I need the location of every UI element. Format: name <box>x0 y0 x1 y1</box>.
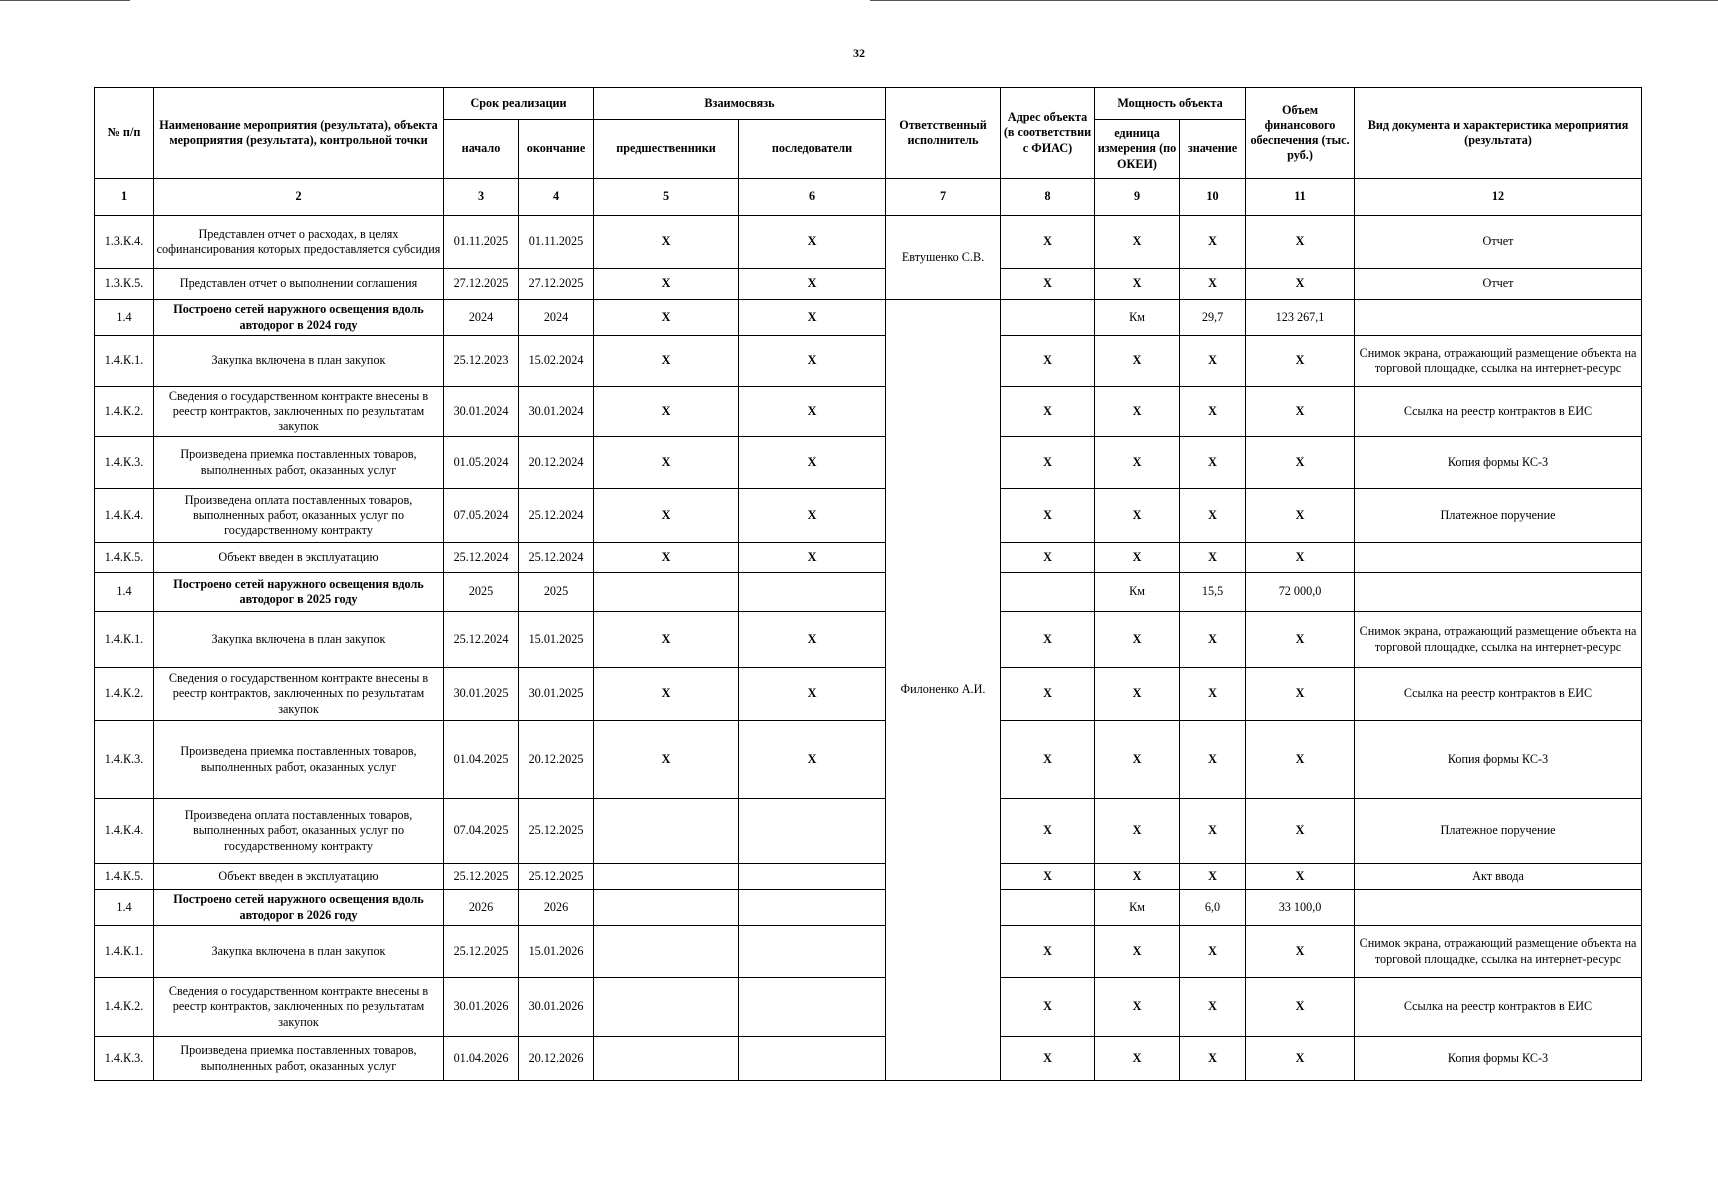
row-funding: X <box>1246 543 1355 573</box>
row-unit: X <box>1095 216 1180 269</box>
row-address: X <box>1001 216 1095 269</box>
row-succ <box>739 978 886 1037</box>
row-pred: X <box>594 721 739 799</box>
header-pred: предшественники <box>594 120 739 179</box>
row-funding: X <box>1246 336 1355 387</box>
row-funding: X <box>1246 978 1355 1037</box>
row-end: 20.12.2026 <box>519 1037 594 1081</box>
row-address <box>1001 890 1095 926</box>
row-succ: X <box>739 721 886 799</box>
row-funding: X <box>1246 269 1355 300</box>
row-number: 1.4.К.4. <box>95 799 154 864</box>
header-start: начало <box>444 120 519 179</box>
row-end: 25.12.2025 <box>519 864 594 890</box>
row-value: 15,5 <box>1180 573 1246 612</box>
page-number: 32 <box>853 46 865 60</box>
row-number: 1.4.К.1. <box>95 926 154 978</box>
row-pred <box>594 926 739 978</box>
row-funding: X <box>1246 799 1355 864</box>
col-number: 3 <box>444 179 519 216</box>
row-end: 25.12.2024 <box>519 489 594 543</box>
row-funding: X <box>1246 864 1355 890</box>
row-end: 15.01.2026 <box>519 926 594 978</box>
row-end: 2026 <box>519 890 594 926</box>
row-funding: X <box>1246 387 1355 437</box>
row-start: 2025 <box>444 573 519 612</box>
col-number: 4 <box>519 179 594 216</box>
row-succ: X <box>739 612 886 668</box>
row-funding: X <box>1246 668 1355 721</box>
table-row <box>95 978 1642 1037</box>
row-address: X <box>1001 269 1095 300</box>
row-end: 15.02.2024 <box>519 336 594 387</box>
row-pred: X <box>594 216 739 269</box>
row-unit: X <box>1095 721 1180 799</box>
row-doc <box>1355 543 1642 573</box>
row-start: 07.05.2024 <box>444 489 519 543</box>
header-doc: Вид документа и характеристика мероприятия (результата) <box>1355 88 1642 179</box>
row-name: Произведена оплата поставленных товаров, выполненных работ, оказанных услуг по государственному контракту <box>154 489 444 543</box>
row-doc: Платежное поручение <box>1355 489 1642 543</box>
row-address: X <box>1001 336 1095 387</box>
row-pred: X <box>594 668 739 721</box>
scan-edge <box>0 0 1718 2</box>
row-succ <box>739 864 886 890</box>
table-row <box>95 926 1642 978</box>
row-pred: X <box>594 300 739 336</box>
header-num: № п/п <box>95 88 154 179</box>
row-succ: X <box>739 668 886 721</box>
table-row <box>95 489 1642 543</box>
row-succ <box>739 799 886 864</box>
col-number: 1 <box>95 179 154 216</box>
row-succ: X <box>739 216 886 269</box>
row-pred: X <box>594 437 739 489</box>
row-value: X <box>1180 978 1246 1037</box>
table-row <box>95 387 1642 437</box>
row-start: 30.01.2025 <box>444 668 519 721</box>
header-end: окончание <box>519 120 594 179</box>
row-unit: X <box>1095 269 1180 300</box>
row-start: 25.12.2024 <box>444 543 519 573</box>
row-name: Закупка включена в план закупок <box>154 336 444 387</box>
row-succ: X <box>739 437 886 489</box>
row-unit: X <box>1095 336 1180 387</box>
row-pred <box>594 890 739 926</box>
col-number: 9 <box>1095 179 1180 216</box>
row-end: 27.12.2025 <box>519 269 594 300</box>
row-funding: X <box>1246 437 1355 489</box>
row-unit: Км <box>1095 300 1180 336</box>
row-value: X <box>1180 216 1246 269</box>
header-value: значение <box>1180 120 1246 179</box>
row-doc <box>1355 573 1642 612</box>
row-pred: X <box>594 387 739 437</box>
table-row <box>95 799 1642 864</box>
table-row <box>95 269 1642 300</box>
table-row <box>95 216 1642 269</box>
row-number: 1.4.К.3. <box>95 721 154 799</box>
plan-table <box>94 87 1642 1081</box>
row-start: 27.12.2025 <box>444 269 519 300</box>
col-number: 7 <box>886 179 1001 216</box>
col-number: 11 <box>1246 179 1355 216</box>
row-doc: Снимок экрана, отражающий размещение объекта на торговой площадке, ссылка на интернет-ресурс <box>1355 926 1642 978</box>
row-doc <box>1355 890 1642 926</box>
row-value: X <box>1180 721 1246 799</box>
row-doc: Отчет <box>1355 269 1642 300</box>
row-start: 01.05.2024 <box>444 437 519 489</box>
row-address <box>1001 300 1095 336</box>
row-end: 30.01.2024 <box>519 387 594 437</box>
row-doc: Акт ввода <box>1355 864 1642 890</box>
row-name: Закупка включена в план закупок <box>154 926 444 978</box>
row-pred <box>594 978 739 1037</box>
header-capacity-group: Мощность объекта <box>1095 88 1246 120</box>
row-start: 25.12.2023 <box>444 336 519 387</box>
row-name: Сведения о государственном контракте внесены в реестр контрактов, заключенных по результатам закупок <box>154 978 444 1037</box>
row-end: 30.01.2025 <box>519 668 594 721</box>
row-value: X <box>1180 543 1246 573</box>
row-doc: Платежное поручение <box>1355 799 1642 864</box>
row-unit: X <box>1095 387 1180 437</box>
row-start: 01.04.2026 <box>444 1037 519 1081</box>
row-pred: X <box>594 612 739 668</box>
header-unit: единица измерения (по ОКЕИ) <box>1095 120 1180 179</box>
row-number: 1.4 <box>95 300 154 336</box>
row-unit: X <box>1095 864 1180 890</box>
row-unit: X <box>1095 926 1180 978</box>
row-doc: Отчет <box>1355 216 1642 269</box>
row-funding: 33 100,0 <box>1246 890 1355 926</box>
row-name: Произведена приемка поставленных товаров, выполненных работ, оказанных услуг <box>154 1037 444 1081</box>
row-value: X <box>1180 269 1246 300</box>
header-succ: последователи <box>739 120 886 179</box>
row-funding: X <box>1246 721 1355 799</box>
row-pred: X <box>594 336 739 387</box>
col-number: 8 <box>1001 179 1095 216</box>
row-funding: 72 000,0 <box>1246 573 1355 612</box>
row-end: 20.12.2025 <box>519 721 594 799</box>
row-funding: X <box>1246 1037 1355 1081</box>
row-address: X <box>1001 978 1095 1037</box>
row-start: 25.12.2025 <box>444 864 519 890</box>
row-value: X <box>1180 437 1246 489</box>
row-succ: X <box>739 269 886 300</box>
row-unit: X <box>1095 668 1180 721</box>
row-unit: Км <box>1095 890 1180 926</box>
row-number: 1.4.К.3. <box>95 1037 154 1081</box>
row-end: 20.12.2024 <box>519 437 594 489</box>
row-number: 1.4.К.1. <box>95 612 154 668</box>
row-unit: X <box>1095 1037 1180 1081</box>
row-responsible: Филоненко А.И. <box>886 300 1001 1081</box>
row-unit: X <box>1095 543 1180 573</box>
row-number: 1.4 <box>95 890 154 926</box>
row-funding: X <box>1246 612 1355 668</box>
row-value: X <box>1180 668 1246 721</box>
row-number: 1.4.К.2. <box>95 387 154 437</box>
row-value: X <box>1180 612 1246 668</box>
row-pred: X <box>594 489 739 543</box>
row-address: X <box>1001 437 1095 489</box>
row-start: 01.04.2025 <box>444 721 519 799</box>
row-unit: X <box>1095 437 1180 489</box>
row-pred <box>594 573 739 612</box>
row-doc: Снимок экрана, отражающий размещение объекта на торговой площадке, ссылка на интернет-ресурс <box>1355 336 1642 387</box>
row-start: 07.04.2025 <box>444 799 519 864</box>
row-name: Построено сетей наружного освещения вдоль автодорог в 2025 году <box>154 573 444 612</box>
row-pred <box>594 1037 739 1081</box>
row-pred: X <box>594 543 739 573</box>
row-start: 30.01.2024 <box>444 387 519 437</box>
row-funding: X <box>1246 489 1355 543</box>
header-address: Адрес объекта (в соответствии с ФИАС) <box>1001 88 1095 179</box>
table-row <box>95 300 1642 336</box>
row-end: 2025 <box>519 573 594 612</box>
row-doc: Ссылка на реестр контрактов в ЕИС <box>1355 978 1642 1037</box>
table-row <box>95 612 1642 668</box>
row-name: Произведена приемка поставленных товаров, выполненных работ, оказанных услуг <box>154 437 444 489</box>
row-succ: X <box>739 387 886 437</box>
header-funding: Объем финансового обеспечения (тыс. руб.) <box>1246 88 1355 179</box>
row-pred <box>594 799 739 864</box>
row-address: X <box>1001 543 1095 573</box>
row-address: X <box>1001 387 1095 437</box>
row-name: Произведена оплата поставленных товаров, выполненных работ, оказанных услуг по государственному контракту <box>154 799 444 864</box>
row-end: 25.12.2025 <box>519 799 594 864</box>
row-address: X <box>1001 864 1095 890</box>
row-doc: Копия формы КС-3 <box>1355 1037 1642 1081</box>
col-number: 2 <box>154 179 444 216</box>
row-name: Объект введен в эксплуатацию <box>154 864 444 890</box>
table-row <box>95 1037 1642 1081</box>
row-succ: X <box>739 300 886 336</box>
row-address <box>1001 573 1095 612</box>
row-number: 1.3.К.4. <box>95 216 154 269</box>
row-value: X <box>1180 926 1246 978</box>
header-term-group: Срок реализации <box>444 88 594 120</box>
row-end: 30.01.2026 <box>519 978 594 1037</box>
row-doc <box>1355 300 1642 336</box>
row-end: 01.11.2025 <box>519 216 594 269</box>
row-succ <box>739 926 886 978</box>
row-funding: X <box>1246 926 1355 978</box>
scan-edge-right <box>870 0 1718 1</box>
row-start: 25.12.2024 <box>444 612 519 668</box>
header-responsible: Ответственный исполнитель <box>886 88 1001 179</box>
row-value: X <box>1180 336 1246 387</box>
table-body <box>95 216 1642 1081</box>
header-link-group: Взаимосвязь <box>594 88 886 120</box>
row-name: Представлен отчет о расходах, в целях софинансирования которых предоставляется субсидия <box>154 216 444 269</box>
row-name: Объект введен в эксплуатацию <box>154 543 444 573</box>
row-address: X <box>1001 721 1095 799</box>
row-doc: Снимок экрана, отражающий размещение объекта на торговой площадке, ссылка на интернет-ресурс <box>1355 612 1642 668</box>
row-number: 1.4.К.1. <box>95 336 154 387</box>
col-number: 6 <box>739 179 886 216</box>
table-row <box>95 336 1642 387</box>
row-number: 1.4 <box>95 573 154 612</box>
row-succ <box>739 573 886 612</box>
row-value: X <box>1180 864 1246 890</box>
row-succ <box>739 1037 886 1081</box>
row-start: 2026 <box>444 890 519 926</box>
row-value: 29,7 <box>1180 300 1246 336</box>
row-start: 30.01.2026 <box>444 978 519 1037</box>
row-succ: X <box>739 489 886 543</box>
row-value: X <box>1180 489 1246 543</box>
header-name: Наименование мероприятия (результата), объекта мероприятия (результата), контрольной точки <box>154 88 444 179</box>
row-number: 1.4.К.5. <box>95 864 154 890</box>
row-number: 1.3.К.5. <box>95 269 154 300</box>
row-name: Представлен отчет о выполнении соглашения <box>154 269 444 300</box>
row-doc: Копия формы КС-3 <box>1355 437 1642 489</box>
row-succ: X <box>739 336 886 387</box>
row-address: X <box>1001 926 1095 978</box>
col-number: 5 <box>594 179 739 216</box>
table-row <box>95 543 1642 573</box>
row-value: X <box>1180 799 1246 864</box>
row-funding: 123 267,1 <box>1246 300 1355 336</box>
row-unit: X <box>1095 799 1180 864</box>
row-pred: X <box>594 269 739 300</box>
row-succ: X <box>739 543 886 573</box>
scan-edge-left <box>0 0 130 1</box>
table-row <box>95 721 1642 799</box>
row-address: X <box>1001 612 1095 668</box>
row-number: 1.4.К.5. <box>95 543 154 573</box>
row-unit: X <box>1095 489 1180 543</box>
row-address: X <box>1001 799 1095 864</box>
row-number: 1.4.К.2. <box>95 978 154 1037</box>
row-name: Построено сетей наружного освещения вдоль автодорог в 2026 году <box>154 890 444 926</box>
row-name: Закупка включена в план закупок <box>154 612 444 668</box>
table-row <box>95 864 1642 890</box>
row-responsible: Евтушенко С.В. <box>886 216 1001 300</box>
row-value: X <box>1180 1037 1246 1081</box>
row-end: 2024 <box>519 300 594 336</box>
table-row <box>95 890 1642 926</box>
row-start: 2024 <box>444 300 519 336</box>
col-number: 10 <box>1180 179 1246 216</box>
row-unit: Км <box>1095 573 1180 612</box>
col-number: 12 <box>1355 179 1642 216</box>
table-header <box>95 88 1642 216</box>
row-doc: Ссылка на реестр контрактов в ЕИС <box>1355 387 1642 437</box>
row-value: 6,0 <box>1180 890 1246 926</box>
table-row <box>95 573 1642 612</box>
row-start: 25.12.2025 <box>444 926 519 978</box>
row-pred <box>594 864 739 890</box>
row-end: 25.12.2024 <box>519 543 594 573</box>
row-address: X <box>1001 668 1095 721</box>
table-row <box>95 437 1642 489</box>
row-value: X <box>1180 387 1246 437</box>
row-succ <box>739 890 886 926</box>
row-number: 1.4.К.3. <box>95 437 154 489</box>
row-funding: X <box>1246 216 1355 269</box>
row-unit: X <box>1095 978 1180 1037</box>
row-unit: X <box>1095 612 1180 668</box>
row-end: 15.01.2025 <box>519 612 594 668</box>
table-row <box>95 668 1642 721</box>
row-name: Сведения о государственном контракте внесены в реестр контрактов, заключенных по результатам закупок <box>154 668 444 721</box>
row-start: 01.11.2025 <box>444 216 519 269</box>
row-address: X <box>1001 1037 1095 1081</box>
row-number: 1.4.К.2. <box>95 668 154 721</box>
row-number: 1.4.К.4. <box>95 489 154 543</box>
row-doc: Ссылка на реестр контрактов в ЕИС <box>1355 668 1642 721</box>
row-name: Сведения о государственном контракте внесены в реестр контрактов, заключенных по результатам закупок <box>154 387 444 437</box>
row-doc: Копия формы КС-3 <box>1355 721 1642 799</box>
row-address: X <box>1001 489 1095 543</box>
row-name: Построено сетей наружного освещения вдоль автодорог в 2024 году <box>154 300 444 336</box>
row-name: Произведена приемка поставленных товаров, выполненных работ, оказанных услуг <box>154 721 444 799</box>
